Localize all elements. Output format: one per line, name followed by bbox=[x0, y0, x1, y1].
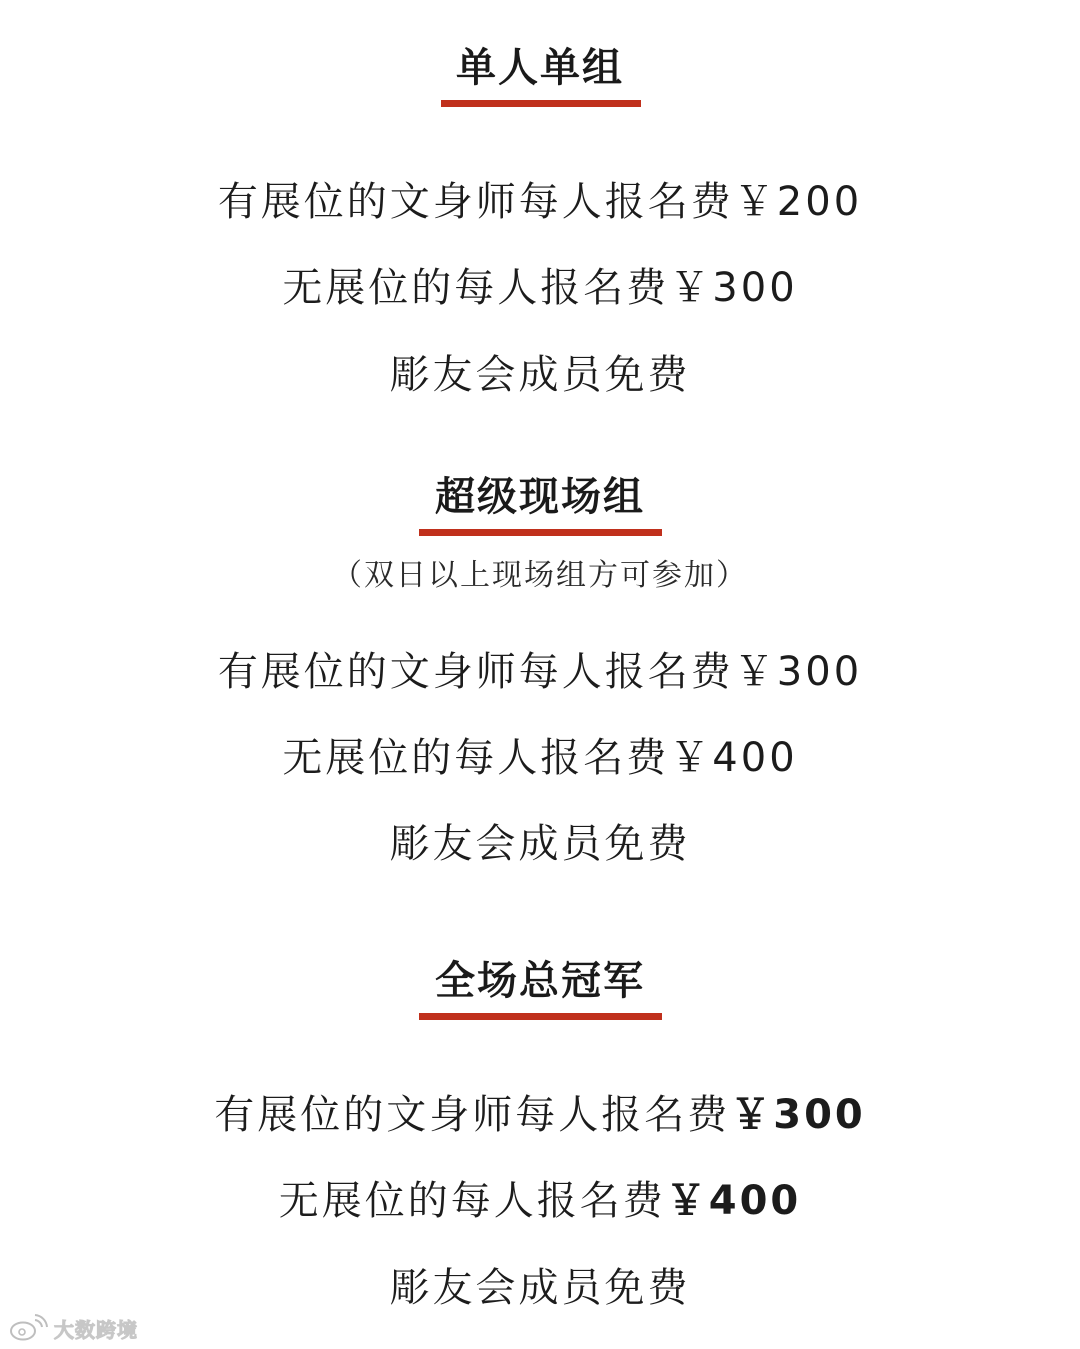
fee-line-text: 无展位的每人报名费 bbox=[282, 265, 670, 311]
fee-line-text: 有展位的文身师每人报名费 bbox=[217, 179, 734, 225]
watermark-text: 大数跨境 bbox=[54, 1317, 138, 1342]
fee-line-price: ￥400 bbox=[665, 1178, 802, 1224]
fee-line-text: 彫友会成员免费 bbox=[389, 821, 691, 867]
fee-line-member bbox=[0, 1262, 1080, 1314]
fee-line-price: ￥200 bbox=[733, 179, 863, 225]
fee-line-price: ￥300 bbox=[730, 1092, 866, 1138]
section-title-underline bbox=[419, 1013, 662, 1020]
fee-line-price: ￥300 bbox=[733, 649, 863, 695]
fee-line-no-booth bbox=[0, 732, 1080, 784]
fee-line-text: 彫友会成员免费 bbox=[389, 352, 691, 398]
section-title-underline bbox=[419, 529, 662, 536]
fee-line-text: 彫友会成员免费 bbox=[389, 1265, 691, 1311]
fee-line-booth bbox=[0, 1089, 1080, 1141]
weibo-logo-icon bbox=[8, 1314, 48, 1342]
fee-line-price: ￥300 bbox=[669, 265, 798, 311]
fee-line-text: 无展位的每人报名费 bbox=[278, 1178, 666, 1224]
section-title-champion: 全场总冠军 bbox=[435, 958, 645, 1004]
section-title-super-live: 超级现场组 bbox=[435, 474, 645, 520]
fee-line-price: ￥400 bbox=[669, 735, 798, 781]
section-note: （双日以上现场组方可参加） bbox=[332, 558, 748, 593]
fee-line-text: 有展位的文身师每人报名费 bbox=[214, 1092, 731, 1138]
fee-line-text: 有展位的文身师每人报名费 bbox=[217, 649, 734, 695]
fee-line-no-booth bbox=[0, 1175, 1080, 1227]
fee-line-no-booth bbox=[0, 262, 1080, 314]
fee-line-booth bbox=[0, 176, 1080, 228]
watermark bbox=[8, 1312, 138, 1344]
fee-line-text: 无展位的每人报名费 bbox=[282, 735, 670, 781]
fee-line-member bbox=[0, 818, 1080, 870]
section-title-underline bbox=[441, 100, 641, 107]
fee-line-booth bbox=[0, 646, 1080, 698]
fee-line-member bbox=[0, 349, 1080, 401]
section-title-single: 单人单组 bbox=[456, 45, 624, 91]
